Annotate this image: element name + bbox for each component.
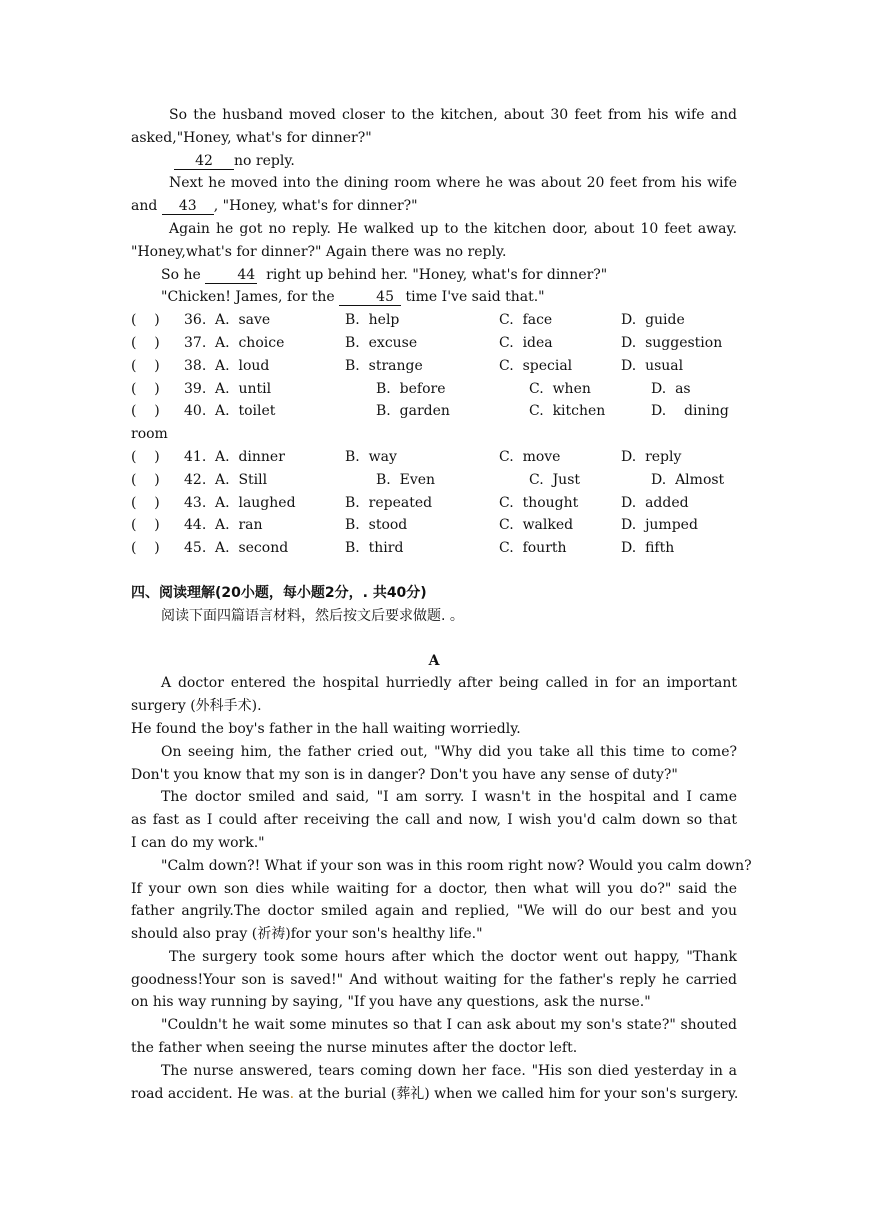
story-text: no reply. xyxy=(234,152,295,169)
option-a: A. choice xyxy=(215,334,285,351)
option-b: B. garden xyxy=(376,403,450,420)
option-d: D. reply xyxy=(621,448,682,465)
option-d: D. guide xyxy=(621,312,685,329)
option-b: B. Even xyxy=(376,471,436,488)
option-d: D. suggestion xyxy=(621,334,723,351)
passage-text: road accident. He was xyxy=(131,1085,290,1102)
option-d: D. Almost xyxy=(651,471,725,488)
answer-paren[interactable]: ( ) xyxy=(131,312,160,329)
option-c: C. special xyxy=(499,357,573,374)
question-row-37 xyxy=(131,332,737,355)
option-b: B. stood xyxy=(345,517,408,534)
passage-line: On seeing him, the father cried out, "Why did you take all this time to come? xyxy=(161,743,737,760)
option-b: B. repeated xyxy=(345,494,433,511)
option-a: A. ran xyxy=(215,517,263,534)
option-a: A. Still xyxy=(215,471,268,488)
story-line: So the husband moved closer to the kitchen, about 30 feet from his wife and xyxy=(169,107,737,123)
answer-paren[interactable]: ( ) xyxy=(131,540,160,557)
option-c: C. idea xyxy=(499,334,553,351)
option-b: B. help xyxy=(345,312,400,329)
question-number: 44. xyxy=(184,517,207,534)
cloze-blank-43[interactable]: 43 xyxy=(162,198,214,215)
story-text: , "Honey, what's for dinner?" xyxy=(213,198,418,215)
option-b: B. before xyxy=(376,380,446,397)
option-b: B. third xyxy=(345,540,404,557)
option-a: A. laughed xyxy=(215,494,296,511)
passage-line: He found the boy's father in the hall waiting worriedly. xyxy=(131,720,521,737)
question-number: 39. xyxy=(184,380,207,397)
passage-line: as fast as I could after receiving the call and now, I wish you'd calm down so that xyxy=(131,812,737,829)
passage-line: goodness!Your son is saved!" And without waiting for the father's reply he carried xyxy=(131,971,737,988)
question-row-45 xyxy=(131,537,737,560)
answer-paren[interactable]: ( ) xyxy=(131,448,160,465)
option-d: D. fifth xyxy=(621,540,675,557)
passage-line: If your own son dies while waiting for a doctor, then what will you do?" said the xyxy=(131,880,737,897)
question-row-42 xyxy=(131,469,737,492)
answer-paren[interactable]: ( ) xyxy=(131,471,160,488)
passage-line: father angrily.The doctor smiled again and replied, "We will do our best and you xyxy=(131,903,737,920)
question-row-43 xyxy=(131,492,737,515)
answer-paren[interactable]: ( ) xyxy=(131,403,160,420)
story-text: time I've said that." xyxy=(401,289,545,306)
story-line: Again he got no reply. He walked up to the kitchen door, about 10 feet away. xyxy=(169,220,737,237)
option-a: A. dinner xyxy=(215,448,285,465)
option-d: D. added xyxy=(621,494,689,511)
question-number: 45. xyxy=(184,540,207,557)
passage-text: at the burial (葬礼) when we called him for your son's surgery. xyxy=(294,1085,739,1102)
option-a: A. loud xyxy=(215,357,270,374)
question-number: 38. xyxy=(184,357,207,374)
option-c: C. kitchen xyxy=(529,403,606,420)
passage-line: I can do my work." xyxy=(131,834,265,851)
option-a: A. toilet xyxy=(215,403,276,420)
passage-label: A xyxy=(428,652,440,669)
story-line: Next he moved into the dining room where he was about 20 feet from his wife xyxy=(169,175,737,192)
section-title: 四、阅读理解(20小题，每小题2分，. 共40分) xyxy=(131,584,427,601)
question-row-38 xyxy=(131,355,737,378)
option-d: D. as xyxy=(651,380,691,397)
question-row-36 xyxy=(131,309,737,332)
cloze-blank-44[interactable]: 44 xyxy=(205,267,257,284)
answer-paren[interactable]: ( ) xyxy=(131,517,160,534)
question-number: 36. xyxy=(184,312,207,329)
story-text: and xyxy=(131,198,162,215)
passage-line: The doctor smiled and said, "I am sorry. I wasn't in the hospital and I came xyxy=(161,789,737,806)
option-c: C. face xyxy=(499,312,553,329)
passage-line: should also pray (祈祷)for your son's healthy life." xyxy=(131,926,483,943)
section-instruction: 阅读下面四篇语言材料，然后按文后要求做题. 。 xyxy=(161,607,464,624)
option-c: C. walked xyxy=(499,517,574,534)
passage-line: surgery (外科手术). xyxy=(131,698,262,715)
story-line: "Honey,what's for dinner?" Again there was no reply. xyxy=(131,243,507,260)
option-a: A. second xyxy=(215,540,289,557)
story-line xyxy=(131,150,737,173)
answer-paren[interactable]: ( ) xyxy=(131,494,160,511)
story-line xyxy=(131,264,737,287)
stray-mark: . xyxy=(289,1085,295,1102)
passage-line: the father when seeing the nurse minutes after the doctor left. xyxy=(131,1040,578,1057)
passage-line: Don't you know that my son is in danger? Don't you have any sense of duty?" xyxy=(131,766,678,783)
question-row-39 xyxy=(131,378,737,401)
option-b: B. strange xyxy=(345,357,423,374)
cloze-blank-42[interactable]: 42 xyxy=(174,153,234,170)
option-d: D. usual xyxy=(621,357,684,374)
option-b: B. excuse xyxy=(345,334,418,351)
story-line xyxy=(131,286,737,309)
option-c: C. when xyxy=(529,380,591,397)
question-number: 43. xyxy=(184,494,207,511)
document-page xyxy=(131,104,752,1105)
story-line: asked,"Honey, what's for dinner?" xyxy=(131,129,372,146)
option-c: C. Just xyxy=(529,471,581,488)
answer-paren[interactable]: ( ) xyxy=(131,380,160,397)
question-number: 41. xyxy=(184,448,207,465)
passage-line: The surgery took some hours after which the doctor went out happy, "Thank xyxy=(169,948,737,965)
passage-line: "Calm down?! What if your son was in this room right now? Would you calm down? xyxy=(161,857,752,874)
option-c: C. thought xyxy=(499,494,579,511)
option-c: C. fourth xyxy=(499,540,567,557)
option-d: D. jumped xyxy=(621,517,698,534)
option-a: A. save xyxy=(215,312,271,329)
story-text: "Chicken! James, for the xyxy=(161,289,340,306)
option-c: C. move xyxy=(499,448,561,465)
passage-line: on his way running by saying, "If you have any questions, ask the nurse." xyxy=(131,994,651,1011)
passage-line xyxy=(131,1083,737,1106)
story-line xyxy=(131,195,737,218)
passage-line: The nurse answered, tears coming down her face. "His son died yesterday in a xyxy=(161,1062,737,1079)
question-number: 42. xyxy=(184,471,207,488)
question-row-41 xyxy=(131,446,737,469)
story-text: So he xyxy=(161,266,206,283)
option-b: B. way xyxy=(345,448,397,465)
option-d: D. dining xyxy=(651,403,729,420)
question-row-40 xyxy=(131,400,737,423)
question-number: 37. xyxy=(184,334,207,351)
answer-paren[interactable]: ( ) xyxy=(131,334,160,351)
passage-line: "Couldn't he wait some minutes so that I can ask about my son's state?" shouted xyxy=(161,1017,737,1034)
question-row-44 xyxy=(131,514,737,537)
cloze-blank-45[interactable]: 45 xyxy=(339,289,401,306)
answer-paren[interactable]: ( ) xyxy=(131,357,160,374)
question-list xyxy=(131,309,737,560)
option-a: A. until xyxy=(215,380,272,397)
passage-line: A doctor entered the hospital hurriedly after being called in for an important xyxy=(161,675,737,692)
option-wrap: room xyxy=(131,426,168,443)
question-number: 40. xyxy=(184,403,207,420)
story-text: right up behind her. "Honey, what's for dinner?" xyxy=(257,266,608,283)
